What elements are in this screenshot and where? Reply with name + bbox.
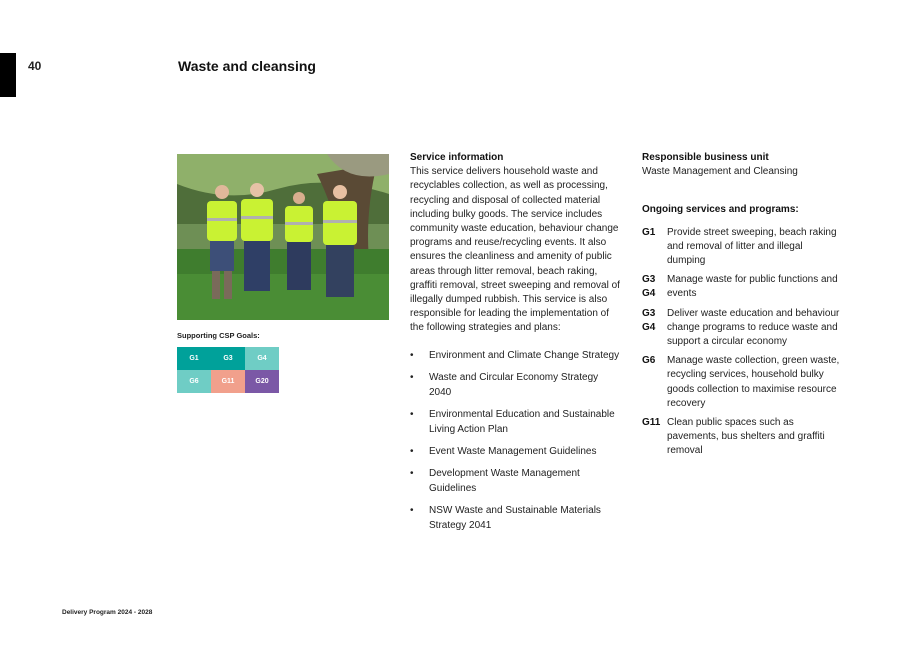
- service-item: [642, 416, 842, 459]
- list-item: [410, 466, 620, 496]
- service-item: [642, 354, 842, 411]
- service-description: Clean public spaces such as pavements, bus shelters and graffiti removal: [667, 417, 825, 457]
- plan-name: Event Waste Management Guidelines: [429, 445, 597, 457]
- goal-codes: G11: [642, 417, 661, 429]
- service-information-text: This service delivers household waste and recyclables collection, as well as processing, recycling and disposal of collected material including bulky goods. The service includes community waste education, behaviour change programs and reuse/recycling events. It also ensures the cleanliness and amenity of public areas through litter removal, beach raking, graffiti removal, street sweeping and removal of illegally dumped rubbish. This service is also responsible for leading the implementation of the following strategies and plans:: [410, 166, 620, 334]
- responsible-unit-heading: Responsible business unit: [642, 152, 769, 163]
- ongoing-services-list: [642, 226, 842, 459]
- bullet: •: [410, 445, 414, 457]
- service-item: [642, 273, 842, 301]
- goal-codes: G3 G4: [642, 307, 656, 333]
- supporting-goals-grid: [177, 347, 279, 393]
- goal-tile: G3: [211, 347, 245, 370]
- list-item: [410, 444, 620, 459]
- bullet: •: [410, 408, 414, 420]
- goal-tile: G6: [177, 370, 211, 393]
- service-description: Manage waste collection, green waste, recycling services, household bulky goods collection to maximise resource recovery: [667, 355, 840, 409]
- goal-tile: G4: [245, 347, 279, 370]
- goal-codes: G6: [642, 355, 656, 367]
- plan-name: Waste and Circular Economy Strategy 2040: [429, 371, 599, 398]
- ongoing-services-heading: Ongoing services and programs:: [642, 204, 799, 216]
- bullet: •: [410, 504, 414, 516]
- list-item: [410, 407, 620, 437]
- list-item: [410, 370, 620, 400]
- service-description: Manage waste for public functions and events: [667, 274, 838, 300]
- service-item: [642, 307, 842, 350]
- staff-photo: [177, 154, 389, 320]
- bullet: •: [410, 349, 414, 361]
- service-information: [410, 151, 620, 540]
- strategies-list: [410, 348, 620, 533]
- supporting-goals-label: Supporting CSP Goals:: [177, 331, 260, 340]
- page-number: 40: [28, 59, 42, 73]
- service-information-heading: Service information: [410, 152, 504, 163]
- service-description: Deliver waste education and behaviour change programs to reduce waste and support a circular economy: [667, 307, 840, 348]
- list-item: [410, 503, 620, 533]
- responsible-unit-name: Waste Management and Cleansing: [642, 166, 798, 178]
- responsibility-and-services: [642, 151, 842, 464]
- footer-text: Delivery Program 2024 - 2028: [62, 609, 153, 616]
- service-item: [642, 226, 842, 269]
- goal-tile: G20: [245, 370, 279, 393]
- goal-codes: G3 G4: [642, 274, 656, 300]
- list-item: [410, 348, 620, 363]
- plan-name: NSW Waste and Sustainable Materials Strategy 2041: [429, 504, 601, 531]
- goal-codes: G1: [642, 226, 656, 238]
- plan-name: Environmental Education and Sustainable Living Action Plan: [429, 408, 615, 435]
- side-tab-marker: [0, 53, 16, 97]
- plan-name: Development Waste Management Guidelines: [429, 467, 580, 494]
- bullet: •: [410, 371, 414, 383]
- goal-tile: G1: [177, 347, 211, 370]
- service-description: Provide street sweeping, beach raking and removal of litter and illegal dumping: [667, 226, 837, 267]
- goal-tile: G11: [211, 370, 245, 393]
- page-title: Waste and cleansing: [178, 58, 316, 74]
- bullet: •: [410, 467, 414, 479]
- plan-name: Environment and Climate Change Strategy: [429, 349, 620, 361]
